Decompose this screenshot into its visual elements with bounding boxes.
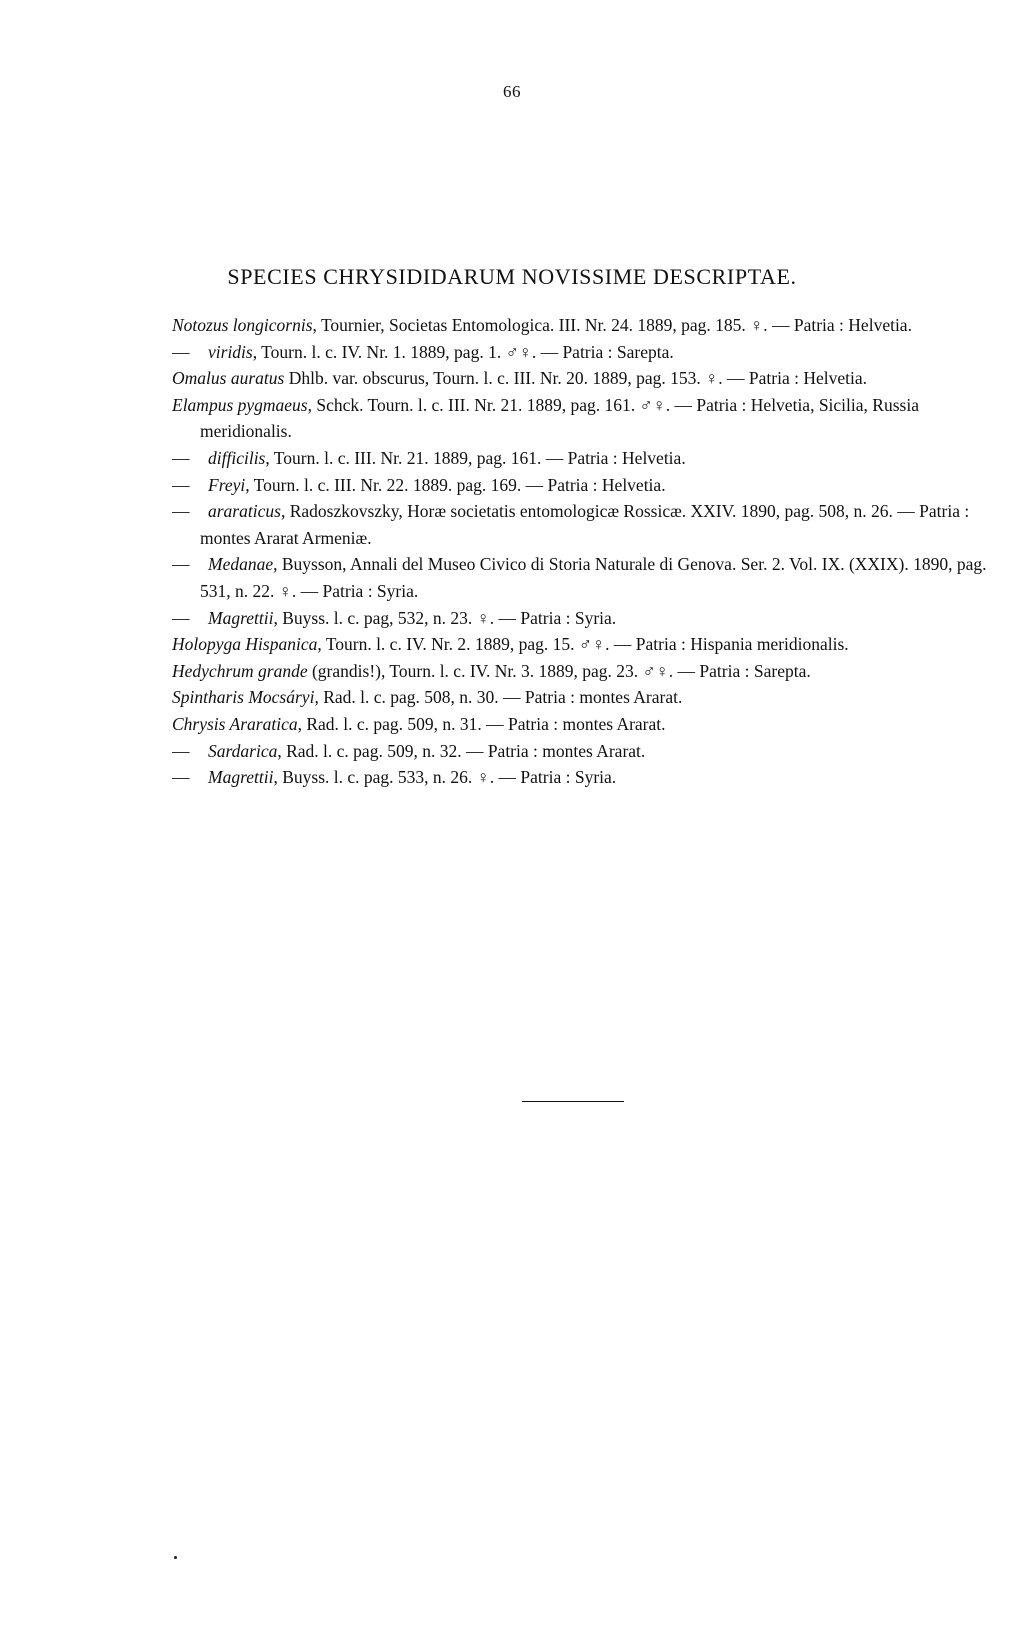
entry-dash: — xyxy=(172,501,190,522)
species-name: difficilis xyxy=(208,447,266,468)
species-list xyxy=(172,312,992,791)
citation-text: , Rad. l. c. pag. 508, n. 30. — Patria : montes Ararat. xyxy=(314,687,683,708)
species-entry xyxy=(172,551,992,604)
entry-dash: — xyxy=(172,767,190,788)
citation-text: , Tourn. l. c. III. Nr. 22. 1889. pag. 169. — Patria : Helvetia. xyxy=(245,474,666,495)
species-name: Magrettii xyxy=(208,607,274,628)
species-name: Medanae xyxy=(208,554,274,575)
species-name: Holopyga Hispanica xyxy=(172,634,318,655)
citation-text: , Schck. Tourn. l. c. III. Nr. 21. 1889, pag. 161. ♂♀. — Patria : Helvetia, Sicilia, Russia meridionalis. xyxy=(200,394,919,442)
species-entry xyxy=(172,392,992,445)
species-name: Magrettii xyxy=(208,767,274,788)
citation-text: , Buysson, Annali del Museo Civico di Storia Naturale di Genova. Ser. 2. Vol. IX. (XXIX). 1890, pag. 531, n. 22. ♀. — Patria : Syria. xyxy=(200,554,987,601)
species-entry xyxy=(172,498,992,551)
species-entry xyxy=(172,365,992,392)
entry-dash: — xyxy=(172,554,190,575)
species-name: Spintharis Mocsáryi xyxy=(172,687,315,708)
species-entry xyxy=(172,339,992,366)
citation-text: Dhlb. var. obscurus, Tourn. l. c. III. Nr. 20. 1889, pag. 153. ♀. — Patria : Helvetia. xyxy=(284,368,867,389)
species-entry xyxy=(172,312,992,339)
species-entry xyxy=(172,711,992,738)
species-name: Omalus auratus xyxy=(172,368,285,389)
species-entry xyxy=(172,658,992,685)
citation-text: , Tourn. l. c. IV. Nr. 2. 1889, pag. 15. ♂♀. — Patria : Hispania meridionalis. xyxy=(317,634,849,655)
entry-dash: — xyxy=(172,607,190,628)
species-name: Sardarica xyxy=(208,740,278,761)
page-title: SPECIES CHRYSIDIDARUM NOVISSIME DESCRIPTAE. xyxy=(227,264,797,289)
citation-text: , Buyss. l. c. pag. 533, n. 26. ♀. — Patria : Syria. xyxy=(273,767,617,788)
species-name: araraticus xyxy=(208,501,281,522)
citation-text: , Rad. l. c. pag. 509, n. 32. — Patria : montes Ararat. xyxy=(277,740,646,761)
species-name: Elampus pygmaeus xyxy=(172,394,308,415)
closing-rule xyxy=(522,1101,624,1102)
species-name: viridis xyxy=(208,341,253,362)
citation-text: , Tourn. l. c. III. Nr. 21. 1889, pag. 161. — Patria : Helvetia. xyxy=(265,447,686,468)
page-number: 66 xyxy=(503,82,521,101)
entry-dash: — xyxy=(172,447,190,468)
species-name: Freyi xyxy=(208,474,246,495)
species-name: Hedychrum grande xyxy=(172,660,308,681)
species-name: Notozus longicornis xyxy=(172,315,313,335)
species-entry xyxy=(172,472,992,499)
citation-text: , Rad. l. c. pag. 509, n. 31. — Patria : montes Ararat. xyxy=(297,713,666,734)
citation-text: (grandis!), Tourn. l. c. IV. Nr. 3. 1889, pag. 23. ♂♀. — Patria : Sarepta. xyxy=(307,660,811,681)
citation-text: , Buyss. l. c. pag, 532, n. 23. ♀. — Patria : Syria. xyxy=(273,607,617,628)
species-entry xyxy=(172,605,992,632)
citation-text: , Tourn. l. c. IV. Nr. 1. 1889, pag. 1. ♂♀. — Patria : Sarepta. xyxy=(252,341,674,362)
entry-dash: — xyxy=(172,740,190,761)
entry-dash: — xyxy=(172,474,190,495)
entry-dash: — xyxy=(172,341,190,362)
species-entry xyxy=(172,684,992,711)
species-entry xyxy=(172,764,992,791)
species-entry xyxy=(172,631,992,658)
citation-text: , Radoszkovszky, Horæ societatis entomologicæ Rossicæ. XXIV. 1890, pag. 508, n. 26. — Patria : montes Ararat Armeniæ. xyxy=(200,501,970,548)
species-name: Chrysis Araratica xyxy=(172,713,298,734)
species-entry xyxy=(172,738,992,765)
species-entry xyxy=(172,445,992,472)
print-speck xyxy=(174,1556,177,1559)
citation-text: , Tournier, Societas Entomologica. III. Nr. 24. 1889, pag. 185. ♀. — Patria : Helvetia. xyxy=(312,315,912,335)
